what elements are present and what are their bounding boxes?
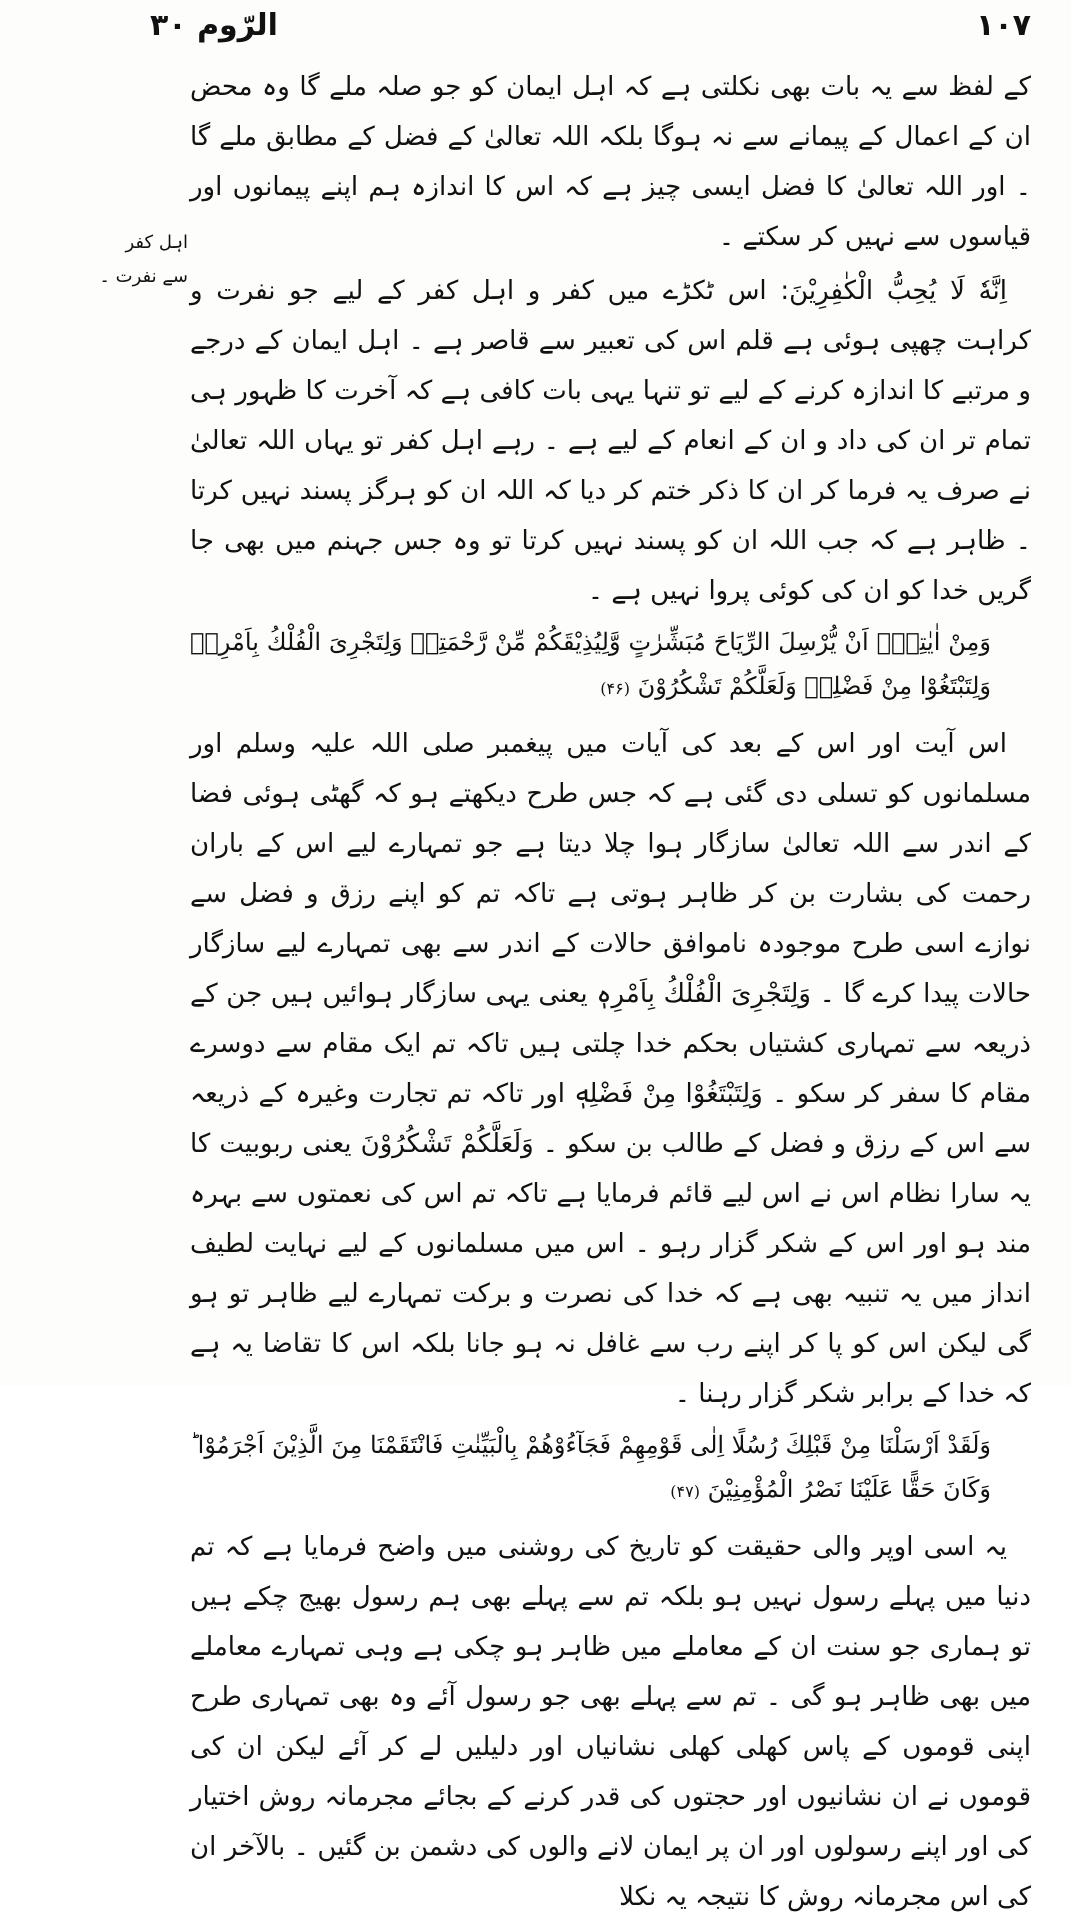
paragraph-2: اِنَّهٗ لَا یُحِبُّ الْكٰفِرِیْنَ: اس ٹکڑے میں کفر و اہل کفر کے لیے جو نفرت و کراہت چھپی ہوئی ہے قلم اس کی تعبیر سے قاصر ہے ۔ اہل ایمان کے درجے و مرتبے کا اندازہ کرنے کے لیے تو تنہا یہی بات کافی ہے کہ آخرت کا ظہور ہی تمام تر ان کی داد و ان کے انعام کے لیے ہے ۔ رہے اہل کفر تو یہاں اللہ تعالیٰ نے صرف یہ فرما کر ان کا ذکر ختم کر دیا کہ اللہ ان کو ہرگز پسند نہیں کرتا ۔ ظاہر ہے کہ جب اللہ ان کو پسند نہیں کرتا تو وہ جس جہنم میں بھی جا گریں خدا کو ان کی کوئی پروا نہیں ہے ۔ — [190, 276, 1031, 606]
quran-verse-47 — [190, 1423, 1031, 1514]
page-header — [150, 6, 1031, 50]
verse-text: وَلَقَدْ اَرْسَلْنَا مِنْ قَبْلِكَ رُسُلًا اِلٰى قَوْمِهِمْ فَجَآءُوْهُمْ بِالْبَیِّنٰتِ فَانْتَقَمْنَا مِنَ الَّذِیْنَ اَجْرَمُوْا ؕ وَكَانَ حَقًّا عَلَیْنَا نَصْرُ الْمُؤْمِنِیْنَ — [190, 1431, 992, 1503]
surah-title: الرّوم ۳۰ — [150, 8, 278, 43]
paragraph-3: اس آیت اور اس کے بعد کی آیات میں پیغمبر صلی اللہ علیہ وسلم اور مسلمانوں کو تسلی دی گئی ہے کہ جس طرح دیکھتے ہو کہ گھٹی ہوئی فضا کے اندر سے اللہ تعالیٰ سازگار ہوا چلا دیتا ہے جو تمہارے لیے اس کے باران رحمت کی بشارت بن کر ظاہر ہوتی ہے تاکہ تم کو اپنے رزق و فضل سے نوازے اسی طرح موجودہ ناموافق حالات کے اندر سے بھی تمہارے لیے سازگار حالات پیدا کرے گا ۔ وَلِتَجْرِیَ الْفُلْكُ بِاَمْرِهٖ یعنی یہی سازگار ہوائیں ہیں جن کے ذریعہ سے تمہاری کشتیاں بحکم خدا چلتی ہیں تاکہ تم ایک مقام سے دوسرے مقام کا سفر کر سکو ۔ وَلِتَبْتَغُوْا مِنْ فَضْلِهٖ اور تاکہ تم تجارت وغیرہ کے ذریعہ سے اس کے رزق و فضل کے طالب بن سکو ۔ وَلَعَلَّكُمْ تَشْكُرُوْنَ یعنی ربوبیت کا یہ سارا نظام اس نے اس لیے قائم فرمایا ہے تاکہ تم اس کی نعمتوں سے بہرہ مند ہو اور اس کے شکر گزار رہو ۔ اس میں مسلمانوں کے لیے نہایت لطیف انداز میں یہ تنبیہ بھی ہے کہ خدا کی نصرت و برکت تمہارے لیے ظاہر تو ہو گی لیکن اس کو پا کر اپنے رب سے غافل نہ ہو جانا بلکہ اس کا تقاضا یہ ہے کہ خدا کے برابر شکر گزار رہنا ۔ — [190, 729, 1031, 1409]
quran-verse-46 — [190, 620, 1031, 711]
verse-text: وَمِنْ اٰیٰتِهٖۤ اَنْ یُّرْسِلَ الرِّیَاحَ مُبَشِّرٰتٍ وَّلِیُذِیْقَكُمْ مِّنْ رَّحْمَتِهٖ وَلِتَجْرِیَ الْفُلْكُ بِاَمْرِهٖ وَلِتَبْتَغُوْا مِنْ فَضْلِهٖ وَلَعَلَّكُمْ تَشْكُرُوْنَ — [190, 628, 991, 700]
page-number: ۱۰۷ — [976, 8, 1031, 43]
paragraph-4: یہ اسی اوپر والی حقیقت کو تاریخ کی روشنی میں واضح فرمایا ہے کہ تم دنیا میں پہلے رسول نہیں ہو بلکہ تم سے پہلے بھی ہم رسول بھیج چکے ہیں تو ہماری جو سنت ان کے معاملے میں ظاہر ہو چکی ہے وہی تمہارے معاملے میں بھی ظاہر ہو گی ۔ تم سے پہلے بھی جو رسول آئے وہ بھی تمہاری طرح اپنی قوموں کے پاس کھلی کھلی نشانیاں اور دلیلیں لے کر آئے لیکن ان کی قوموں نے ان نشانیوں اور حجتوں کی قدر کرنے کے بجائے مجرمانہ روش اختیار کی اور اپنے رسولوں اور ان پر ایمان لانے والوں کی دشمن بن گئیں ۔ بالآخر ان کی اس مجرمانہ روش کا نتیجہ یہ نکلا — [190, 1532, 1031, 1912]
verse-number: (۴۷) — [670, 1482, 700, 1501]
paragraph-1: کے لفظ سے یہ بات بھی نکلتی ہے کہ اہل ایمان کو جو صلہ ملے گا وہ محض ان کے اعمال کے پیمانے سے نہ ہوگا بلکہ اللہ تعالیٰ کے فضل کے مطابق ملے گا ۔ اور اللہ تعالیٰ کا فضل ایسی چیز ہے کہ اس کا اندازہ ہم اپنے پیمانوں اور قیاسوں سے نہیں کر سکتے ۔ — [190, 72, 1031, 252]
page-body — [190, 62, 1031, 1922]
verse-number: (۴۶) — [600, 679, 630, 698]
margin-note: اہل کفر سے نفرت ۔ — [99, 232, 188, 287]
